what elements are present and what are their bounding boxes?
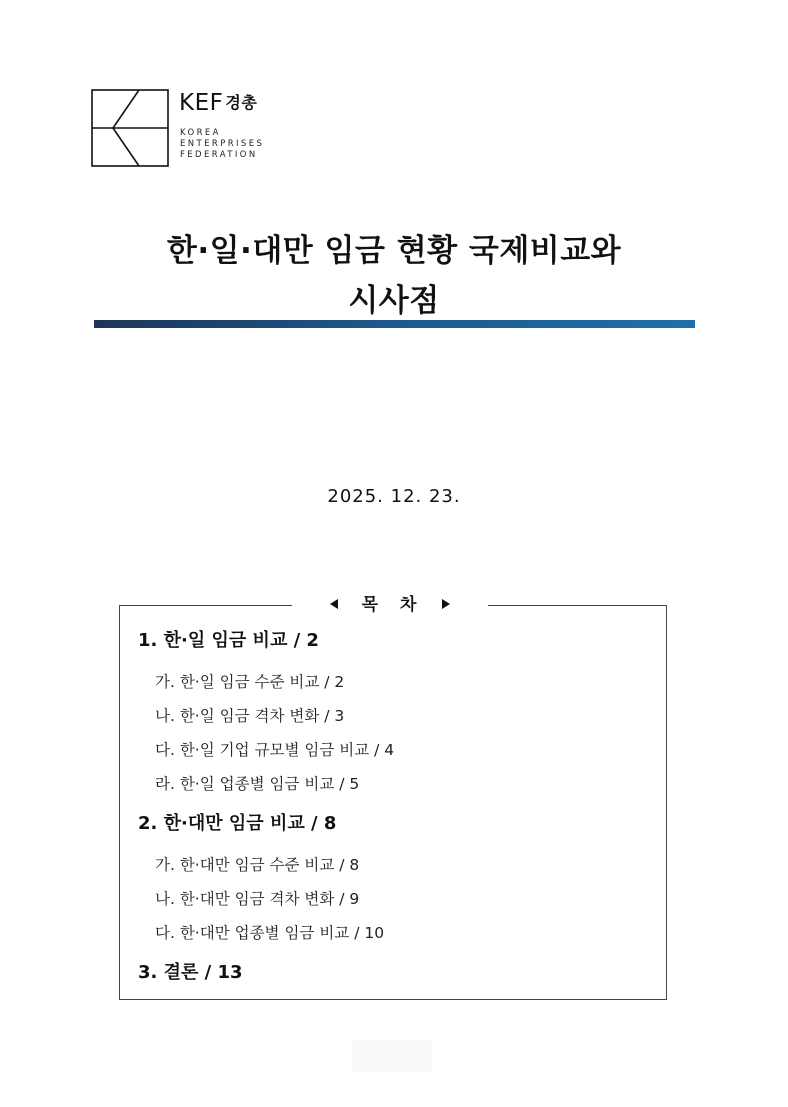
logo-brand-ko: 경총 bbox=[225, 93, 258, 112]
title-underline-bar bbox=[94, 320, 695, 328]
toc-heading-word: 목 bbox=[361, 595, 380, 615]
kef-logo bbox=[91, 89, 271, 171]
toc-item[interactable]: 다. 한·대만 업종별 임금 비교 / 10 bbox=[155, 924, 385, 942]
logo-subtitle bbox=[180, 128, 264, 161]
toc-item[interactable]: 나. 한·일 임금 격차 변화 / 3 bbox=[155, 707, 345, 725]
title-line: 시사점 bbox=[348, 283, 440, 319]
page-footer-mark bbox=[352, 1040, 432, 1072]
toc-heading-word: 차 bbox=[400, 595, 419, 615]
logo-brand bbox=[179, 92, 257, 115]
toc-section-1[interactable]: 1. 한·일 임금 비교 / 2 bbox=[138, 630, 319, 651]
title-line: 한·일·대만 임금 현황 국제비교와 bbox=[166, 233, 622, 269]
logo-sub-line: ENTERPRISES bbox=[180, 139, 265, 149]
logo-sub-line: KOREA bbox=[180, 128, 221, 138]
logo-brand-en: KEF bbox=[179, 90, 224, 116]
toc-section-2[interactable]: 2. 한·대만 임금 비교 / 8 bbox=[138, 813, 337, 834]
triangle-right-icon bbox=[442, 599, 450, 609]
toc-item[interactable]: 다. 한·일 기업 규모별 임금 비교 / 4 bbox=[155, 741, 395, 759]
toc-section-3[interactable]: 3. 결론 / 13 bbox=[138, 962, 243, 983]
toc-item[interactable]: 나. 한·대만 임금 격차 변화 / 9 bbox=[155, 890, 360, 908]
document-date: 2025. 12. 23. bbox=[327, 486, 461, 507]
triangle-left-icon bbox=[330, 599, 338, 609]
toc-item[interactable]: 가. 한·대만 임금 수준 비교 / 8 bbox=[155, 856, 360, 874]
kef-logo-mark-icon bbox=[91, 89, 169, 167]
toc-heading bbox=[292, 593, 488, 617]
toc-list bbox=[138, 624, 658, 990]
toc-item[interactable]: 라. 한·일 업종별 임금 비교 / 5 bbox=[155, 775, 360, 793]
logo-sub-line: FEDERATION bbox=[180, 150, 258, 160]
toc-item[interactable]: 가. 한·일 임금 수준 비교 / 2 bbox=[155, 673, 345, 691]
document-title bbox=[0, 226, 788, 326]
